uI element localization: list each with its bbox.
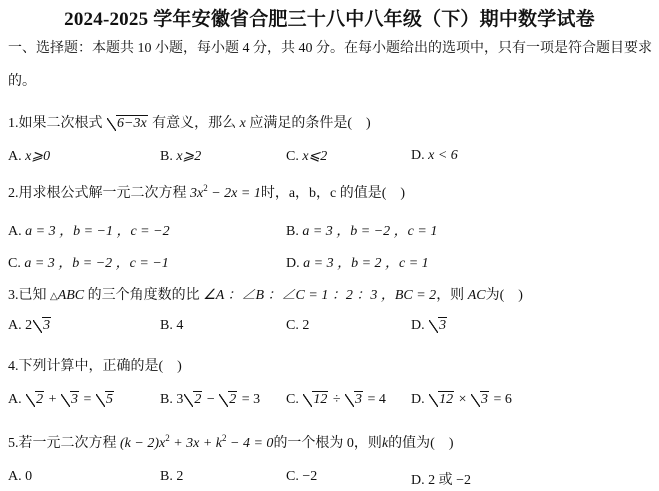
question-5-option-d[interactable]: D. 2 或 −2 <box>411 473 472 488</box>
radical: 3 <box>33 318 51 334</box>
question-2-option-a[interactable]: A. a = 3 ，b = −1 ，c = −2 <box>8 224 170 239</box>
question-3-option-d[interactable]: D. 3 <box>411 318 447 333</box>
radical: 3 <box>429 318 447 334</box>
question-5-stem: 5.若一元二次方程 $(k - 2)x^2 + 3x + k^2 - 4 = 0$的一个根为 0，则k的值为( ) <box>8 433 454 451</box>
question-1-stem: 1.如果二次根式 6−3x 有意义，那么 x 应满足的条件是( ) <box>8 116 371 131</box>
question-1-option-b[interactable]: B. x⩾2 <box>160 149 202 164</box>
question-1-option-c[interactable]: C. x⩽2 <box>286 149 328 164</box>
radical: 6−3x <box>107 116 148 132</box>
question-2-stem: 2.用求根公式解一元二次方程 $3x^2 - 2x = 1$时，a，b，c 的值是( ) <box>8 183 406 201</box>
question-5-option-c[interactable]: C. −2 <box>286 469 318 484</box>
question-2-option-b[interactable]: B. a = 3 ，b = −2 ，c = 1 <box>286 224 438 239</box>
question-3-option-b[interactable]: B. 4 <box>160 318 184 333</box>
section-instruction-line1: 一、选择题：本题共 10 小题，每小题 4 分，共 40 分。在每小题给出的选项中，只有一项是符合题目要求 <box>8 41 652 56</box>
question-2-option-d[interactable]: D. a = 3 ，b = 2 ，c = 1 <box>286 256 429 271</box>
question-4-option-b[interactable]: B. 3 2 − 2 = 3 <box>160 392 261 407</box>
question-2-option-c[interactable]: C. a = 3 ，b = −2 ，c = −1 <box>8 256 169 271</box>
question-5-option-a[interactable]: A. 0 <box>8 469 33 484</box>
question-1-option-a[interactable]: A. x⩾0 <box>8 149 51 164</box>
question-1-option-d[interactable]: D. x < 6 <box>411 148 458 163</box>
question-3-option-a[interactable]: A. 2 3 <box>8 318 51 333</box>
question-4-option-a[interactable]: A. 2 + 3 = 5 <box>8 392 113 407</box>
question-4-stem: 4.下列计算中，正确的是( ) <box>8 359 182 374</box>
question-4-option-d[interactable]: D. 12 × 3 = 6 <box>411 392 512 407</box>
section-instruction-line2: 的。 <box>8 74 36 89</box>
question-3-option-c[interactable]: C. 2 <box>286 318 310 333</box>
question-5-option-b[interactable]: B. 2 <box>160 469 184 484</box>
question-4-option-c[interactable]: C. 12 ÷ 3 = 4 <box>286 392 386 407</box>
page-title: 2024-2025 学年安徽省合肥三十八中八年级（下）期中数学试卷 <box>64 9 595 30</box>
question-3-stem: 3.已知 △ABC 的三个角度数的比 ∠A ：∠B ：∠C = 1 ：2 ：3 ，BC = 2，则 AC为( ) <box>8 288 523 303</box>
